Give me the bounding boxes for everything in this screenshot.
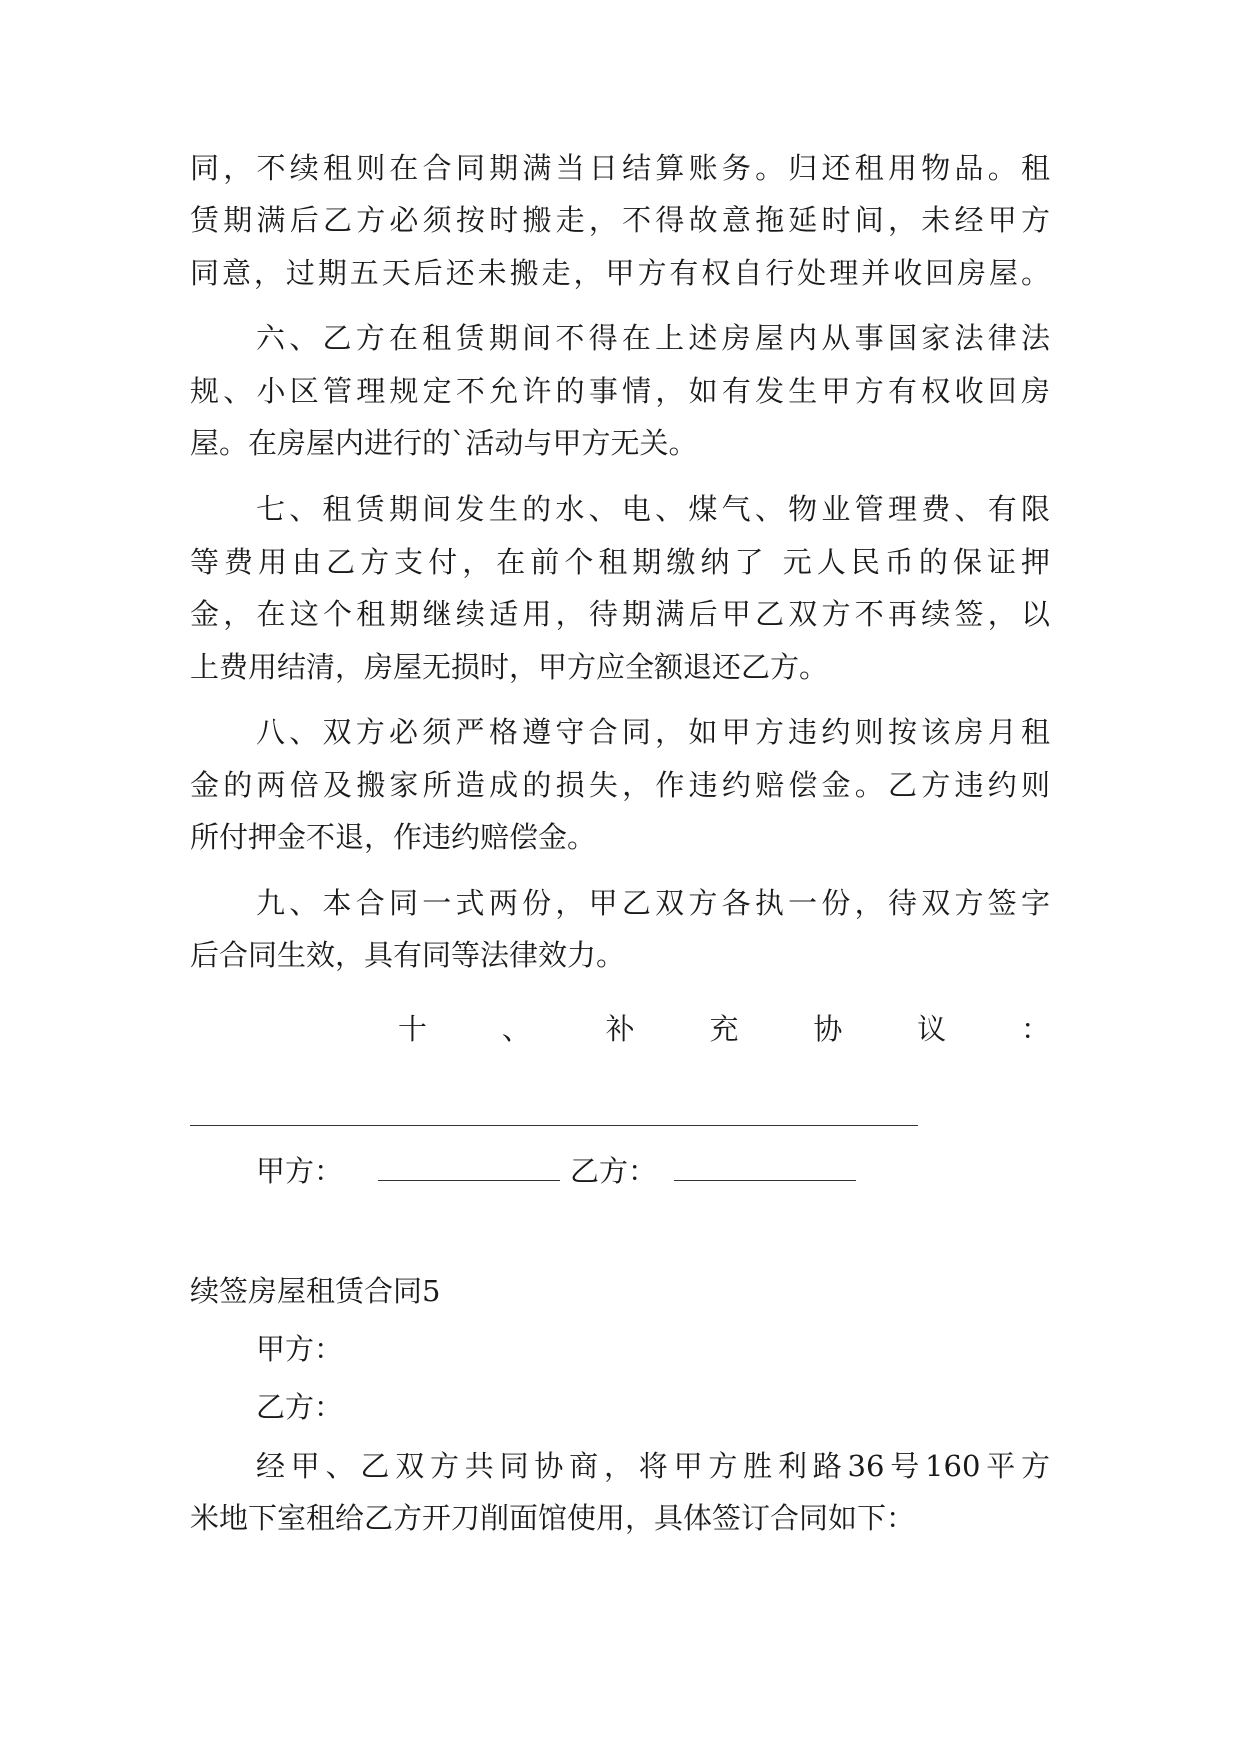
clause-6-line: 规、小区管理规定不允许的事情，如有发生甲方有权收回房	[190, 374, 1050, 408]
clause-8-line: 所付押金不退，作违约赔偿金。	[190, 820, 597, 854]
clause-7-line: 金，在这个租期继续适用，待期满后甲乙双方不再续签，以	[190, 597, 1050, 631]
party-a-signature-label: 甲方：	[256, 1154, 344, 1188]
clause-10-label: 十、补充协议：	[398, 1012, 1050, 1046]
paragraph-line: 同意，过期五天后还未搬走，甲方有权自行处理并收回房屋。	[190, 256, 1050, 290]
clause-8-line: 八、双方必须严格遵守合同，如甲方违约则按该房月租	[256, 715, 1050, 749]
party-b-signature	[570, 1151, 856, 1191]
clause-9-line: 后合同生效，具有同等法律效力。	[190, 938, 626, 972]
contract-5-intro-line: 经甲、乙双方共同协商，将甲方胜利路36号160平方	[256, 1449, 1050, 1483]
party-b-signature-label: 乙方：	[570, 1154, 658, 1188]
paragraph-line: 赁期满后乙方必须按时搬走，不得故意拖延时间，未经甲方	[190, 203, 1050, 237]
party-a-signature	[256, 1151, 560, 1191]
clause-6-line: 屋。在房屋内进行的`活动与甲方无关。	[190, 426, 698, 460]
contract-5-intro-line: 米地下室租给乙方开刀削面馆使用，具体签订合同如下：	[190, 1501, 916, 1535]
clause-6-line: 六、乙方在租赁期间不得在上述房屋内从事国家法律法	[256, 321, 1050, 355]
clause-7-line: 七、租赁期间发生的水、电、煤气、物业管理费、有限	[256, 492, 1050, 526]
paragraph-line: 同，不续租则在合同期满当日结算账务。归还租用物品。租	[190, 151, 1050, 185]
clause-8-line: 金的两倍及搬家所造成的损失，作违约赔偿金。乙方违约则	[190, 768, 1050, 802]
party-b-signature-blank	[674, 1152, 856, 1181]
clause-9-line: 九、本合同一式两份，甲乙双方各执一份，待双方签字	[256, 886, 1050, 920]
contract-5-title: 续签房屋租赁合同5	[190, 1274, 441, 1308]
contract-5-party-b: 乙方：	[256, 1390, 344, 1424]
party-a-signature-blank	[378, 1152, 560, 1181]
clause-7-line: 等费用由乙方支付，在前个租期缴纳了 元人民币的保证押	[190, 545, 1050, 579]
contract-5-party-a: 甲方：	[256, 1332, 344, 1366]
clause-7-line: 上费用结清，房屋无损时，甲方应全额退还乙方。	[190, 650, 829, 684]
supplement-blank-line	[190, 1125, 918, 1126]
